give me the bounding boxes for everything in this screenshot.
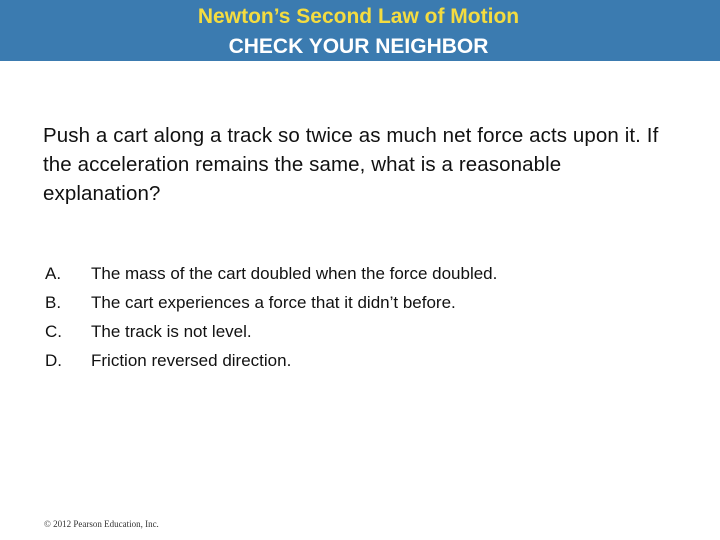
slide-subtitle: CHECK YOUR NEIGHBOR bbox=[228, 35, 489, 58]
option-a bbox=[45, 259, 497, 288]
option-d bbox=[45, 346, 497, 375]
option-b bbox=[45, 288, 497, 317]
option-text: The cart experiences a force that it didn’t before. bbox=[91, 293, 456, 312]
question-text: Push a cart along a track so twice as much net force acts upon it. If the acceleration remains the same, what is a reasonable explanation? bbox=[43, 124, 659, 205]
option-letter: C. bbox=[45, 322, 62, 341]
option-text: The mass of the cart doubled when the force doubled. bbox=[91, 264, 498, 283]
answer-options bbox=[45, 259, 497, 375]
option-letter: A. bbox=[45, 264, 62, 283]
option-text: The track is not level. bbox=[91, 322, 252, 341]
option-letter: D. bbox=[45, 351, 62, 370]
copyright-footer: © 2012 Pearson Education, Inc. bbox=[44, 519, 159, 529]
slide-title: Newton’s Second Law of Motion bbox=[197, 5, 520, 28]
option-letter: B. bbox=[45, 293, 62, 312]
option-text: Friction reversed direction. bbox=[91, 351, 292, 370]
header-bar bbox=[0, 0, 720, 61]
option-c bbox=[45, 317, 497, 346]
